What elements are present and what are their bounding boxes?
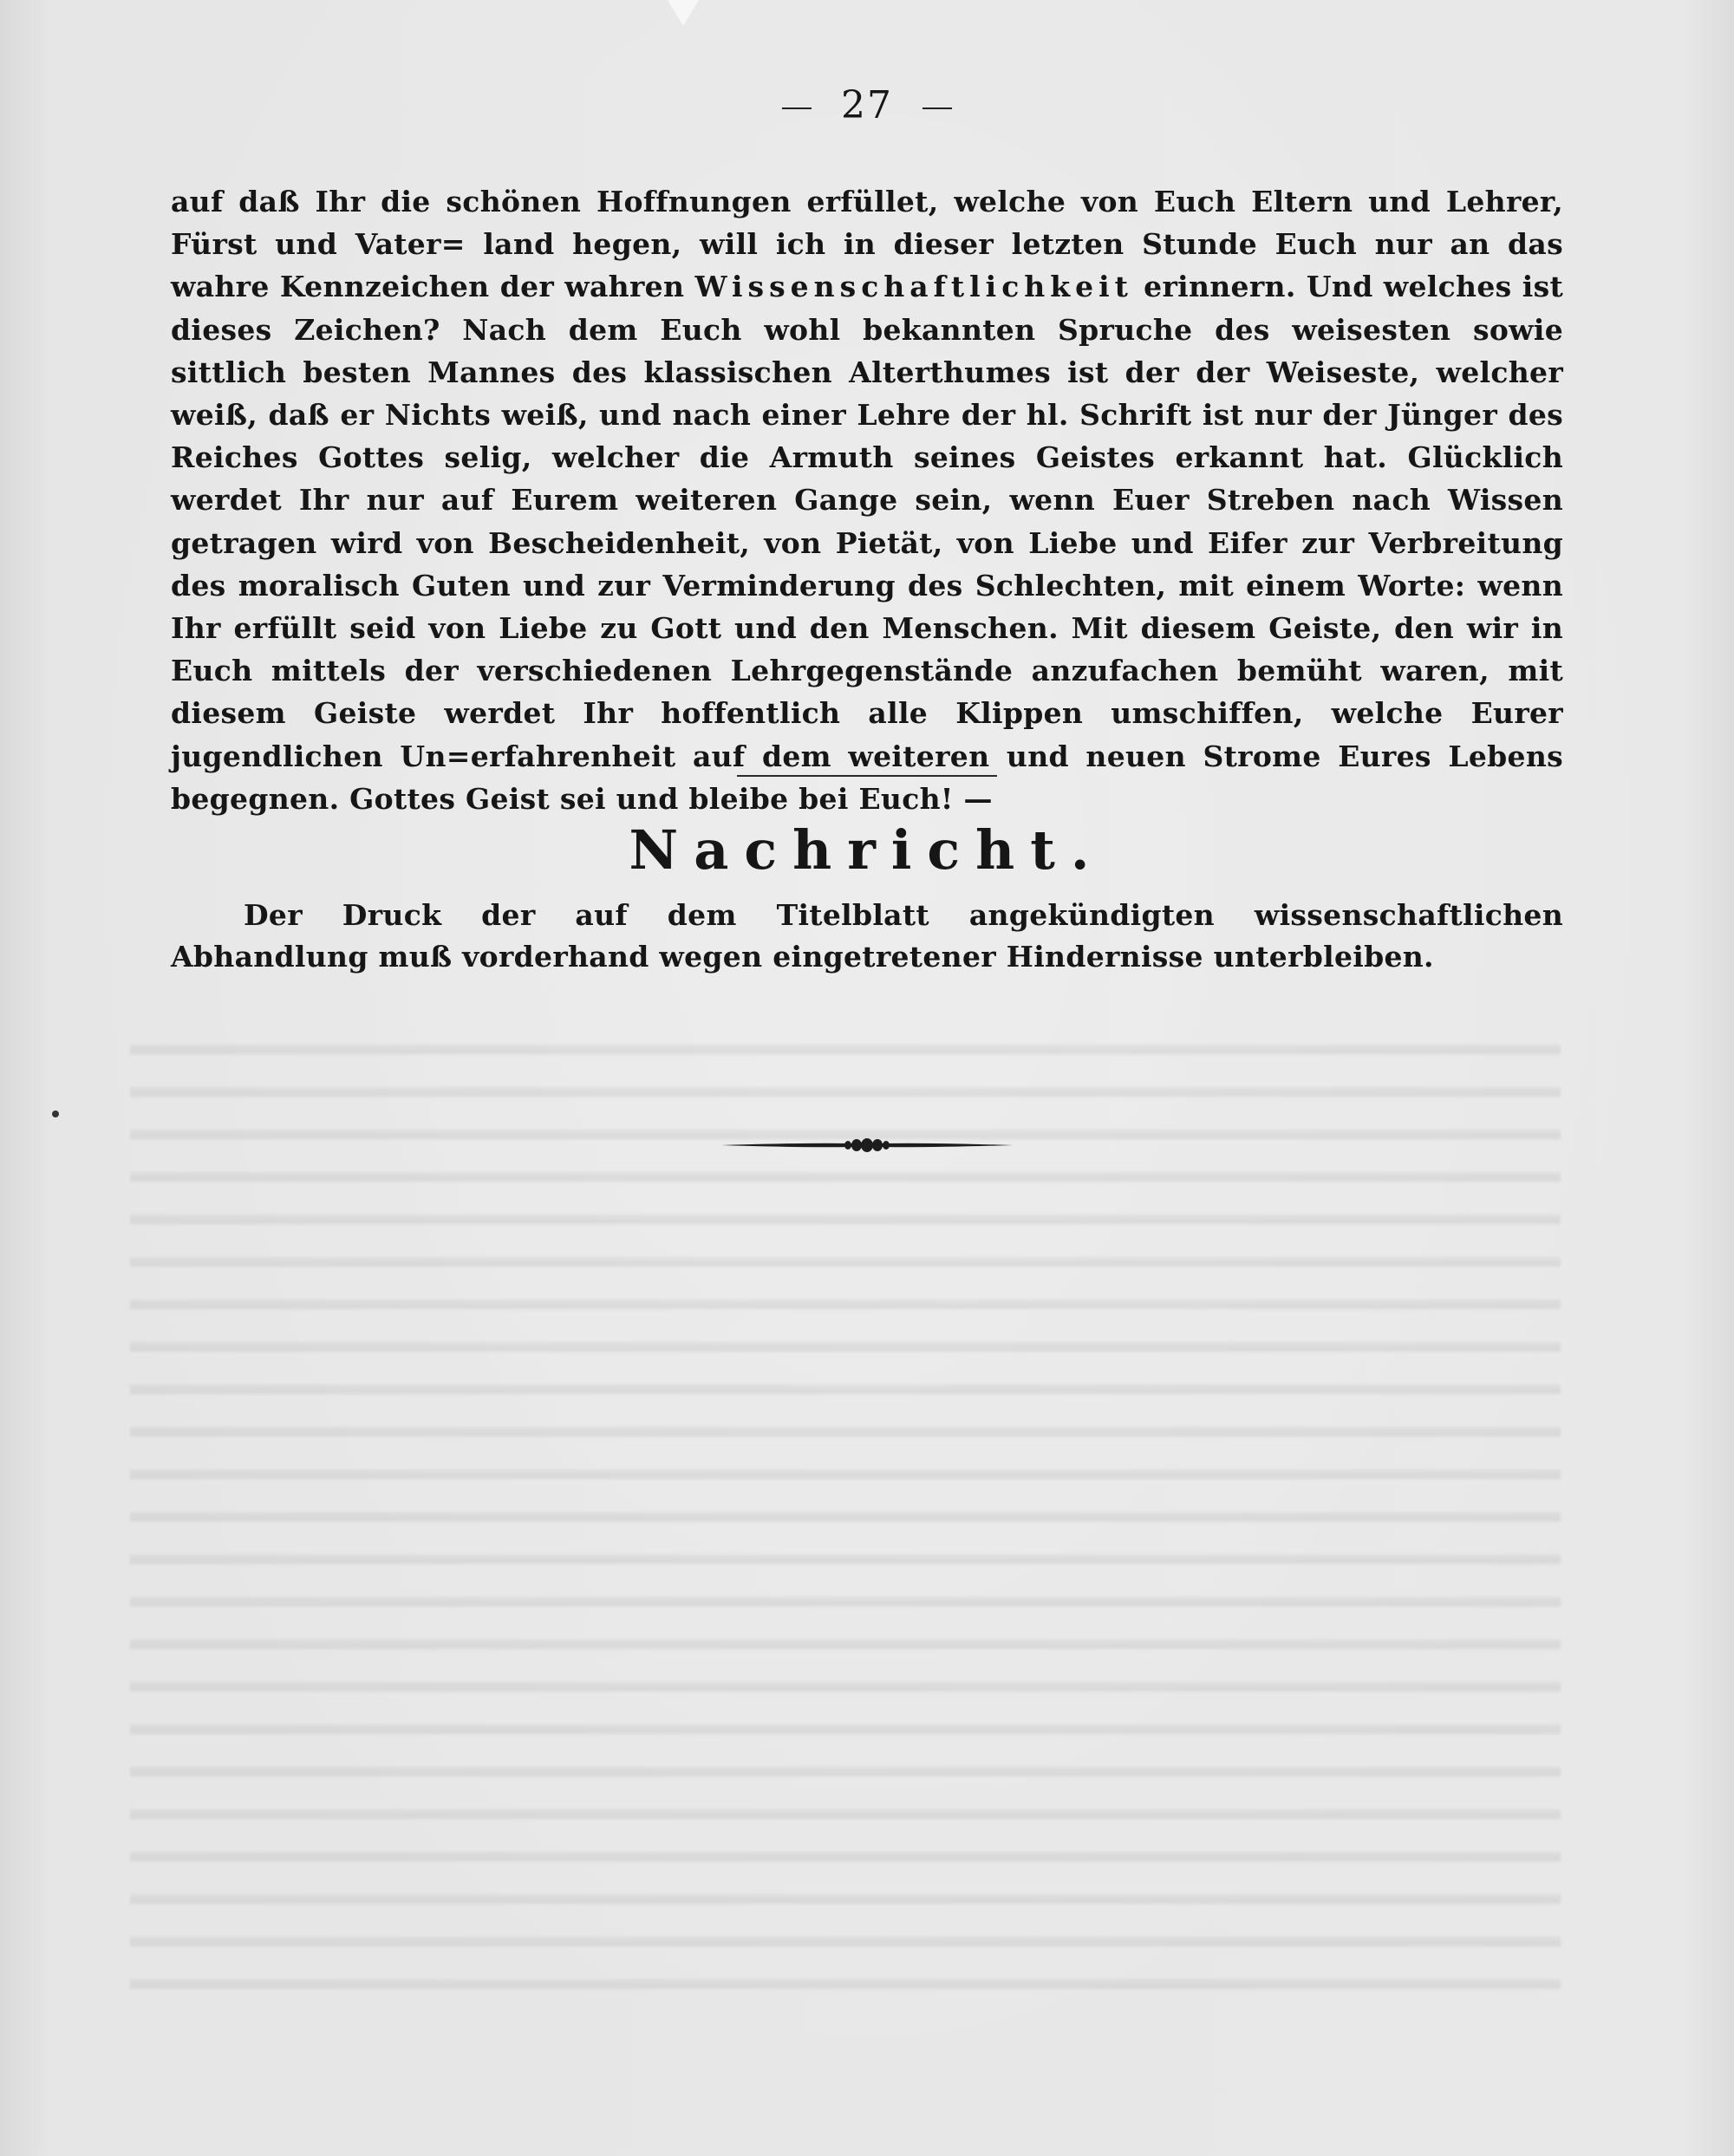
dash-right xyxy=(922,107,952,109)
ink-speck xyxy=(52,1111,59,1117)
body-paragraph xyxy=(171,180,1563,820)
page-number xyxy=(0,83,1734,127)
notice-paragraph: Der Druck der auf dem Titelblatt angekündigten wissenschaftlichen Abhandlung muß vorderhand wegen eingetretener Hindernisse unterbleiben. xyxy=(171,898,1563,974)
dash-left xyxy=(782,107,812,109)
body-spaced-word: Wissenschaftlichkeit xyxy=(694,270,1133,304)
page-number-value: 27 xyxy=(841,83,893,127)
body-line-2: land hegen, will ich in dieser letzten Stunde Euch nur an das wahre Kennzeichen der wahren xyxy=(171,227,1563,304)
bleed-through-texture xyxy=(130,1023,1561,2020)
separator-rule xyxy=(737,775,997,777)
notice-heading: Nachricht. xyxy=(629,818,1105,882)
body-rest: erinnern. Und welches ist dieses Zeichen? Nach dem Euch wohl bekannten Spruche des weisesten sowie sittlich besten Mannes des klassischen Alterthumes ist der der Weiseste, welcher weiß, daß er Nichts weiß, und nach einer Lehre der hl. Schrift ist nur der Jünger des Reiches Gottes selig, welcher die Armuth seines Geistes erkannt hat. Glücklich werdet Ihr nur auf Eurem weiteren Gange sein, wenn Euer Streben nach Wissen getragen wird von Bescheidenheit, von Pietät, von Liebe und Eifer zur Verbreitung des moralisch Guten und zur Verminderung des Schlechten, mit einem Worte: wenn Ihr erfüllt seid von Liebe zu Gott und den Menschen. Mit diesem Geiste, den wir in Euch mittels der verschiedenen Lehrgegenstände anzufachen bemüht waren, mit diesem Geiste werdet Ihr hoffentlich alle Klippen umschiffen, welche Eurer jugendlichen Un=erfahrenheit auf dem weiteren und neuen Strome Eures Lebens begegnen. Gottes Geist sei und bleibe bei Euch! — xyxy=(171,270,1563,816)
ornament-divider xyxy=(721,1134,1013,1156)
paper-tear xyxy=(668,0,699,26)
body-line-1: auf daß Ihr die schönen Hoffnungen erfüllet, welche von Euch Eltern und Lehrer, Fürst und Vater= xyxy=(171,185,1563,262)
